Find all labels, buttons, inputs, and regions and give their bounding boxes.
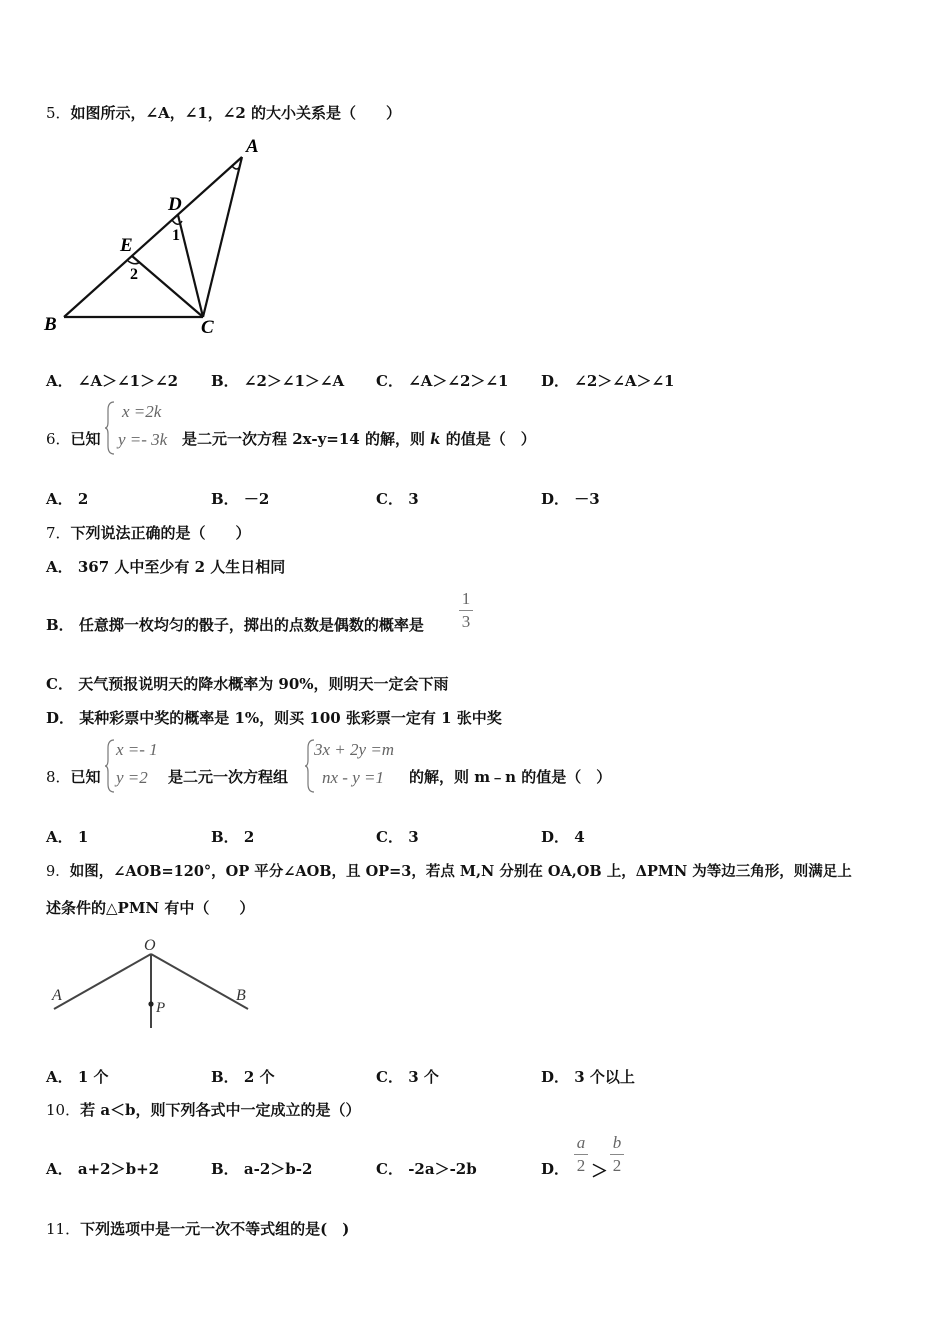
q6-text: 是二元一次方程 2x-y=14 的解，则 k 的值是（ ） [182, 430, 536, 448]
q8-brace-1 [104, 738, 116, 794]
q8-sys2-eq1: 3x + 2y =m [314, 740, 395, 759]
q11-stem: 11．下列选项中是一元一次不等式组的是( ) [46, 1220, 350, 1238]
label-e: E [120, 235, 133, 256]
ray-ob [151, 954, 248, 1009]
q8-prefix: 8．已知 [46, 768, 101, 786]
q5-text: 如图所示，∠A，∠1，∠2 的大小关系是（ ） [70, 104, 401, 122]
label-p: P [156, 1000, 166, 1016]
q8-sys2-eq2: nx - y =1 [322, 768, 384, 787]
q7-fraction-den: 3 [461, 612, 471, 631]
q8-option-b: B． 2 [211, 828, 255, 846]
q6-prefix: 6．已知 [46, 430, 101, 448]
q10-gt-sign: ＞ [591, 1162, 608, 1182]
q5-triangle-figure [40, 130, 270, 340]
q8-suffix: 的解，则 m﹣n 的值是（ ） [409, 768, 612, 786]
q6-brace [104, 400, 116, 456]
q7-stem: 7．下列说法正确的是（ ） [46, 524, 251, 542]
q8-system-2 [304, 738, 409, 794]
side-ba [64, 157, 242, 317]
q5-option-a: A． ∠A＞∠1＞∠2 [46, 372, 179, 390]
q5-stem [46, 102, 401, 123]
q7-option-c: C． 天气预报说明天的降水概率为 90%，则明天一定会下雨 [46, 675, 449, 693]
q8-sys1-eq2: y =2 [116, 768, 148, 787]
q10-frac-b: b 2 [610, 1133, 624, 1176]
q6-option-c: C． 3 [376, 490, 419, 508]
label-a: A [246, 136, 259, 157]
q6-option-d: D． －3 [541, 490, 600, 508]
q8-option-c: C． 3 [376, 828, 419, 846]
label-b: B [236, 987, 246, 1004]
q10-option-a: A． a+2＞b+2 [46, 1160, 160, 1178]
q5-option-d: D． ∠2＞∠A＞∠1 [541, 372, 675, 390]
q9-line1: 9．如图，∠AOB=120°，OP 平分∠AOB，且 OP=3，若点 M,N 分别在 OA,OB 上，ΔPMN 为等边三角形，则满足上 [46, 863, 852, 880]
q8-option-d: D． 4 [541, 828, 585, 846]
segment-dc [178, 215, 203, 317]
label-1: 1 [172, 227, 180, 244]
q10-stem: 10．若 a＜b，则下列各式中一定成立的是（） [46, 1101, 361, 1119]
q8-middle: 是二元一次方程组 [168, 768, 289, 786]
q9-option-b: B． 2 个 [211, 1068, 275, 1086]
q7-option-a: A． 367 人中至少有 2 人生日相同 [46, 558, 286, 576]
q5-option-c: C． ∠A＞∠2＞∠1 [376, 372, 509, 390]
q10-option-d: D． [541, 1160, 570, 1178]
q7-option-d: D． 某种彩票中奖的概率是 1%，则买 100 张彩票一定有 1 张中奖 [46, 709, 502, 727]
q6-eq1: x =2k [122, 402, 162, 421]
q5-number: 5． [46, 104, 71, 122]
side-ac [203, 157, 242, 317]
ray-oa [54, 954, 151, 1009]
q5-option-b: B． ∠2＞∠1＞∠A [211, 372, 345, 390]
q6-option-b: B． －2 [211, 490, 270, 508]
q7-fraction-num: 1 [461, 589, 471, 608]
label-b: B [44, 314, 57, 335]
q9-option-c: C． 3 个 [376, 1068, 439, 1086]
label-c: C [201, 317, 214, 338]
q9-line2: 述条件的△PMN 有中（ ） [46, 899, 255, 917]
q8-sys1-eq1: x =- 1 [116, 740, 158, 759]
label-a: A [52, 987, 62, 1004]
q8-system-1 [104, 738, 164, 794]
q7-option-b: B． 任意掷一枚均匀的骰子，掷出的点数是偶数的概率是 [46, 616, 424, 634]
q10-option-c: C． -2a＞-2b [376, 1160, 477, 1178]
q9-angle-figure [44, 932, 264, 1042]
q6-system [104, 400, 184, 456]
point-p [148, 1001, 153, 1006]
q10-frac-a: a 2 [574, 1133, 588, 1176]
q7-fraction [459, 589, 473, 632]
label-2: 2 [130, 266, 138, 283]
q9-option-d: D． 3 个以上 [541, 1068, 635, 1086]
q6-option-a: A． 2 [46, 490, 89, 508]
q9-option-a: A． 1 个 [46, 1068, 109, 1086]
label-d: D [168, 194, 182, 215]
q6-eq2: y =- 3k [118, 430, 168, 449]
segment-ec [132, 256, 203, 317]
q10-option-b: B． a-2＞b-2 [211, 1160, 313, 1178]
q8-option-a: A． 1 [46, 828, 89, 846]
label-o: O [144, 937, 156, 954]
